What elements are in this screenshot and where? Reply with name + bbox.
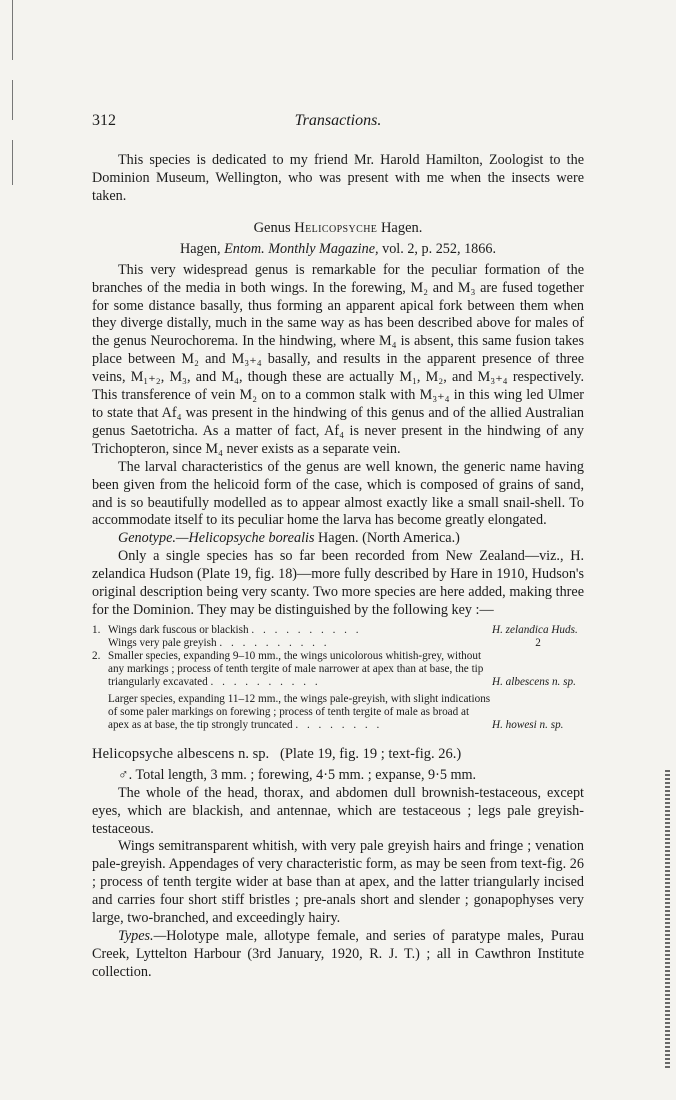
page-header bbox=[92, 112, 584, 136]
key-result: H. howesi n. sp. bbox=[492, 718, 564, 731]
species-status: n. sp. bbox=[238, 745, 270, 762]
key-number: 1. bbox=[92, 623, 101, 636]
key-row bbox=[92, 693, 584, 732]
genus-heading bbox=[92, 220, 584, 237]
genotype-label: Genotype.— bbox=[118, 530, 189, 547]
key-result: 2 bbox=[535, 636, 541, 649]
key-leader-dots: . . . . . . . . bbox=[295, 718, 383, 731]
wings-description: Wings semitransparent whitish, with very pale greyish hairs and fringe ; venation pale-greyish. Appendages of very characteristic form, as may be seen from text-fig. 26 ; process of tenth tergite wider at base than at apex, and the latter triangularly incised and carries four short stiff bristles ; pre-anals short and slender ; gonapophyses very large, two-branched, and exceedingly hairy. bbox=[92, 838, 584, 927]
key-leader-dots: . . . . . . . . . . bbox=[210, 675, 321, 688]
key-text: Smaller species, expanding 9–10 mm., the wings unicolorous whitish-grey, without any markings ; process of tenth tergite of male narrower at apex than at base, the tip triangularly excavated bbox=[108, 649, 484, 688]
key-text: Wings very pale greyish bbox=[108, 636, 217, 649]
key-number: 2. bbox=[92, 649, 101, 662]
genus-author: Hagen. bbox=[380, 219, 423, 236]
larval-paragraph: The larval characteristics of the genus are well known, the generic name having been given from the helicoid form of the case, which is composed of grains of sand, and is so beautifully modelled as to appear almost exactly like a small snail-shell. To accommodate itself to its peculiar home the larva has become greatly elongated. bbox=[92, 458, 584, 529]
types-text: Holotype male, allotype female, and series of paratype males, Purau Creek, Lyttelton Harbour (3rd January, 1920, R. J. T.) ; all in Cawthron Institute collection. bbox=[92, 928, 584, 980]
key-leader-dots: . . . . . . . . . . bbox=[219, 636, 330, 649]
reference-details: vol. 2, p. 252, 1866. bbox=[382, 240, 497, 257]
types-paragraph bbox=[92, 928, 584, 982]
genotype-rest: Hagen. (North America.) bbox=[318, 530, 460, 547]
page-number: 312 bbox=[92, 112, 116, 129]
running-title: Transactions. bbox=[294, 112, 382, 129]
key-text: Wings dark fuscous or blackish bbox=[108, 623, 249, 636]
reference-journal: Entom. Monthly Magazine, bbox=[224, 240, 379, 257]
types-label: Types.— bbox=[118, 928, 167, 944]
key-row bbox=[92, 650, 584, 689]
document-page bbox=[92, 112, 584, 982]
venation-paragraph: This very widespread genus is remarkable for the peculiar formation of the branches of the media in both wings. In the forewing, M₂ and M₃ are fused together for some distance basally, thus forming an apparent apical fork between them when they diverge distally, much in the same way as has been described above for males of the genus Neurochorema. In the hindwing, where M₄ is absent, this same fusion takes place between M₂ and M₃₊₄ basally, and results in the apparent presence of three veins, M₁₊₂, M₃, and M₄, though these are actually M₁, M₂, and M₃₊₄ respectively. This transference of vein M₂ on to a common stalk with M₃₊₄ in this wing led Ulmer to state that Af₄ was present in the hindwing of this genus and of the allied Australian genus Saetotricha. As a matter of fact, Af₄ is never present in the hindwing of any Trichopteron, since M₄ never exists as a separate vein. bbox=[92, 261, 584, 457]
genus-name: Helicopsyche bbox=[294, 219, 378, 236]
key-leader-dots: . . . . . . . . . . bbox=[251, 623, 362, 636]
body-description: The whole of the head, thorax, and abdomen dull brownish-testaceous, except eyes, which are blackish, and antennae, which are testaceous ; legs pale greyish-testaceous. bbox=[92, 784, 584, 837]
key-row bbox=[92, 624, 584, 637]
binding-edge-mark bbox=[665, 770, 670, 1070]
reference-author: Hagen, bbox=[179, 240, 221, 257]
measurements-line: ♂. Total length, 3 mm. ; forewing, 4·5 mm. ; expanse, 9·5 mm. bbox=[118, 766, 477, 783]
key-result: H. zelandica Huds. bbox=[492, 623, 578, 636]
species-references: (Plate 19, fig. 19 ; text-fig. 26.) bbox=[280, 745, 462, 762]
species-name: Helicopsyche albescens bbox=[92, 745, 235, 762]
key-result: H. albescens n. sp. bbox=[492, 675, 576, 688]
dedication-paragraph: This species is dedicated to my friend Mr. Harold Hamilton, Zoologist to the Dominion Museum, Wellington, who was present with me when the insects were taken. bbox=[92, 152, 584, 204]
genotype-line bbox=[92, 530, 584, 548]
margin-scan-marks bbox=[6, 0, 20, 190]
key-text: Larger species, expanding 11–12 mm., the wings pale-greyish, with slight indications of some paler markings on forewing ; process of tenth tergite of male as broad at apex as at base, the tip strongly truncated bbox=[108, 692, 491, 731]
genus-prefix: Genus bbox=[253, 219, 291, 236]
genotype-species: Helicopsyche borealis bbox=[188, 530, 315, 547]
key-row bbox=[92, 637, 584, 650]
identification-key bbox=[92, 624, 584, 732]
species-heading bbox=[92, 746, 584, 763]
genus-reference bbox=[92, 241, 584, 258]
species-count-paragraph: Only a single species has so far been recorded from New Zealand—viz., H. zelandica Hudson (Plate 19, fig. 18)—more fully described by Hare in 1910, Hudson's original description being very scanty. Two more species are here added, making three for the Dominion. They may be distinguished by the following key :— bbox=[92, 548, 584, 618]
